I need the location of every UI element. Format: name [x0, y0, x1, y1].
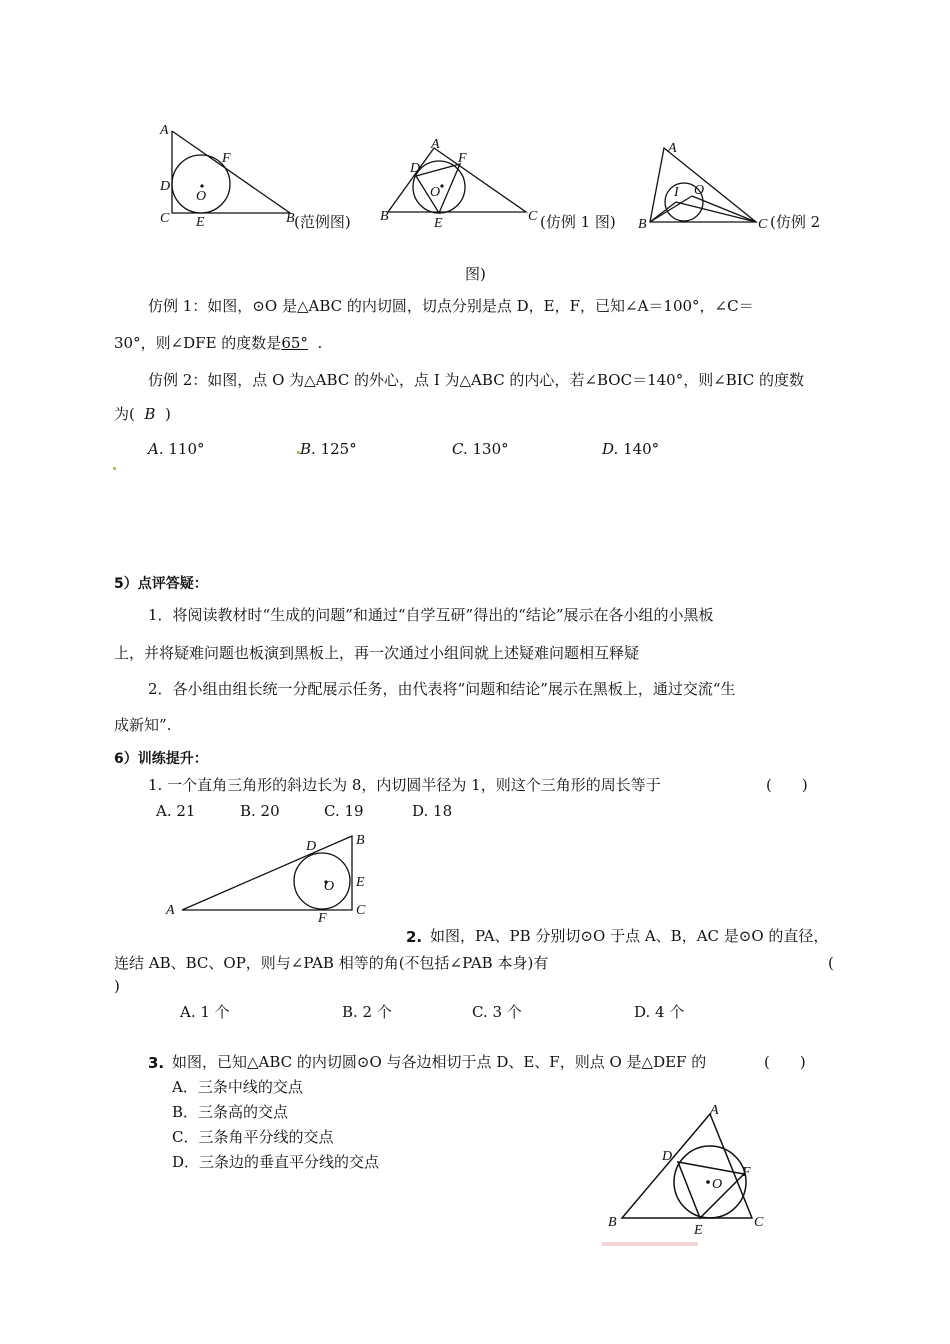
label-B: B: [380, 209, 389, 224]
label-A: A: [166, 903, 175, 918]
q2-option-d: D. 4 个: [634, 1003, 685, 1021]
label-O: O: [694, 183, 705, 198]
example2-option-b: B. 125°: [300, 440, 357, 458]
q3-number: 3.: [148, 1054, 165, 1072]
label-E: E: [356, 875, 365, 890]
q3-option-b: B．三条高的交点: [172, 1103, 289, 1121]
stray-mark: [297, 451, 300, 454]
label-E: E: [196, 215, 205, 230]
fig-example1-triangle: [376, 136, 546, 232]
label-D: D: [160, 179, 171, 194]
fig1-caption: (范例图): [294, 213, 351, 231]
label-A: A: [668, 141, 677, 156]
label-F: F: [458, 151, 467, 166]
q2-paren-close: ): [114, 977, 120, 995]
q3-text: 如图，已知△ABC 的内切圆⊙O 与各边相切于点 D、E、F，则点 O 是△DEF 的: [172, 1053, 707, 1071]
label-A: A: [710, 1103, 719, 1118]
section5-p2-line2: 成新知”.: [114, 716, 172, 734]
q1-text: 1. 一个直角三角形的斜边长为 8，内切圆半径为 1，则这个三角形的周长等于: [148, 776, 661, 794]
fig2-caption: (仿例 1 图): [540, 213, 616, 231]
fig-example-triangle: [150, 118, 310, 230]
section5-p1-line1: 1．将阅读教材时“生成的问题”和通过“自学互研”得出的“结论”展示在各小组的小黑板: [148, 606, 714, 624]
stray-mark: [113, 467, 116, 470]
label-B: B: [638, 217, 647, 232]
q2-paren-open: (: [828, 954, 834, 972]
label-A: A: [160, 123, 169, 138]
label-E: E: [694, 1223, 703, 1238]
q2-number: 2.: [406, 928, 423, 946]
label-C: C: [758, 217, 768, 232]
fig3-caption-cont: 图): [465, 265, 486, 283]
label-D: D: [662, 1149, 673, 1164]
label-A: A: [431, 137, 440, 152]
label-D: D: [410, 161, 421, 176]
example1-line2: 30°，则∠DFE 的度数是65° .: [114, 334, 323, 352]
label-B: B: [356, 833, 365, 848]
label-O: O: [196, 189, 207, 204]
fig3-caption: (仿例 2: [770, 213, 821, 231]
label-B: B: [608, 1215, 617, 1230]
label-F: F: [222, 151, 231, 166]
q3-option-c: C．三条角平分线的交点: [172, 1128, 334, 1146]
example1-line1: 仿例 1：如图，⊙O 是△ABC 的内切圆，切点分别是点 D，E，F，已知∠A＝100°，∠C＝: [148, 297, 754, 315]
q2-line1: 如图，PA、PB 分别切⊙O 于点 A、B，AC 是⊙O 的直径，: [430, 927, 829, 945]
q1-option-a: A. 21: [156, 802, 196, 820]
section6-heading: 6）训练提升：: [114, 751, 208, 767]
label-C: C: [754, 1215, 764, 1230]
section5-heading: 5）点评答疑：: [114, 576, 208, 592]
label-C: C: [160, 211, 170, 226]
example2-option-a: A. 110°: [148, 440, 205, 458]
q2-line2: 连结 AB、BC、OP，则与∠PAB 相等的角(不包括∠PAB 本身)有: [114, 954, 549, 972]
label-D: D: [306, 839, 317, 854]
label-F: F: [742, 1165, 751, 1180]
label-O: O: [712, 1177, 723, 1192]
section5-p1-line2: 上，并将疑难问题也板演到黑板上，再一次通过小组间就上述疑难问题相互释疑: [114, 644, 640, 662]
q3-option-a: A．三条中线的交点: [172, 1078, 303, 1096]
example2-option-c: C. 130°: [452, 440, 509, 458]
q1-paren: ( ): [766, 776, 808, 794]
label-O: O: [430, 185, 441, 200]
q1-option-c: C. 19: [324, 802, 364, 820]
fig-q3-incircle-triangle: [600, 1098, 780, 1250]
example2-answer: B: [144, 405, 156, 423]
label-O: O: [324, 879, 335, 894]
q1-option-d: D. 18: [412, 802, 453, 820]
label-I: I: [674, 185, 679, 200]
fig-example2-triangle: [634, 140, 774, 234]
q2-option-b: B. 2 个: [342, 1003, 392, 1021]
q1-option-b: B. 20: [240, 802, 280, 820]
label-F: F: [318, 911, 327, 926]
q2-option-c: C. 3 个: [472, 1003, 522, 1021]
example2-option-d: D. 140°: [602, 440, 660, 458]
example2-line2: 为( B ): [114, 405, 171, 423]
label-B: B: [286, 211, 295, 226]
q2-option-a: A. 1 个: [180, 1003, 230, 1021]
q3-paren: ( ): [764, 1053, 806, 1071]
section5-p2-line1: 2．各小组由组长统一分配展示任务，由代表将“问题和结论”展示在黑板上，通过交流“生: [148, 680, 736, 698]
label-C: C: [356, 903, 366, 918]
label-E: E: [434, 216, 443, 231]
label-C: C: [528, 209, 538, 224]
q3-option-d: D．三条边的垂直平分线的交点: [172, 1153, 380, 1171]
example2-line1: 仿例 2：如图，点 O 为△ABC 的外心，点 I 为△ABC 的内心，若∠BOC＝140°，则∠BIC 的度数: [148, 371, 804, 389]
fig-q1-right-triangle: [160, 826, 380, 926]
example1-answer: 65°: [281, 334, 308, 352]
